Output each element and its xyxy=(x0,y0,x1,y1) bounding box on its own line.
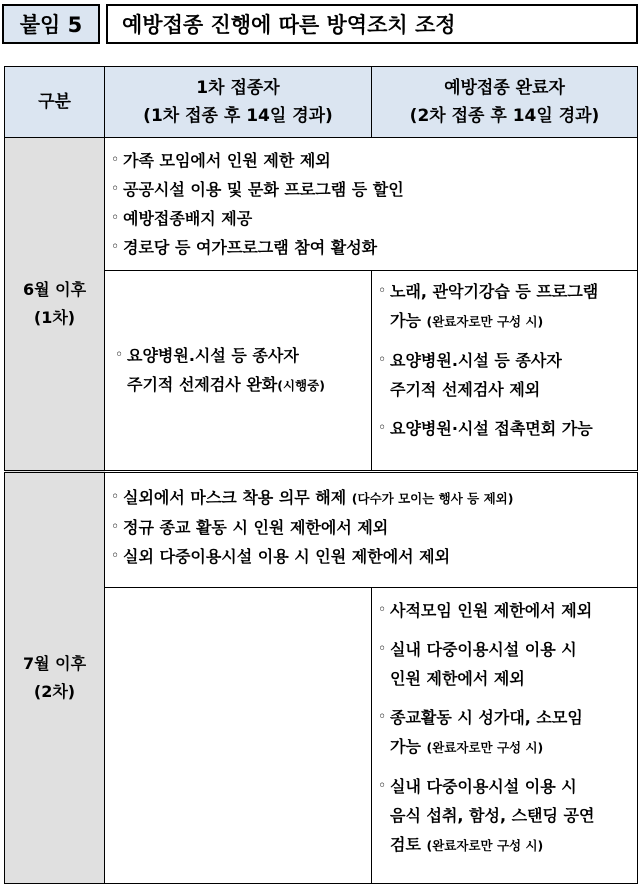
bullet-icon: ◦ xyxy=(111,519,120,535)
document-title: 예방접종 진행에 따른 방역조치 조정 xyxy=(106,4,638,44)
bullet-icon: ◦ xyxy=(111,239,120,255)
measures-table xyxy=(4,66,638,884)
list-item: ◦ 정규 종교 활동 시 인원 제한에서 제외 xyxy=(111,513,629,542)
attachment-badge: 붙임 5 xyxy=(2,4,100,44)
list-item: ◦ 공공시설 이용 및 문화 프로그램 등 할인 xyxy=(111,175,629,204)
list-item: ◦ 실외 다중이용시설 이용 시 인원 제한에서 제외 xyxy=(111,542,629,571)
list-item-cont: 주기적 선제검사 제외 xyxy=(390,380,541,399)
july-first-cell xyxy=(105,588,372,884)
list-item-cont: 인원 제한에서 제외 xyxy=(390,669,525,688)
document-header xyxy=(2,4,638,46)
bullet-icon: ◦ xyxy=(115,347,124,363)
bullet-icon: ◦ xyxy=(378,778,387,794)
bullet-icon: ◦ xyxy=(378,283,387,299)
header-complete-sub: (2차 접종 후 14일 경과) xyxy=(409,106,600,126)
header-first-dose xyxy=(105,67,372,138)
june-complete-cell xyxy=(372,271,638,472)
july-label xyxy=(5,472,105,884)
bullet-icon: ◦ xyxy=(378,641,387,657)
header-first-title: 1차 접종자 xyxy=(196,78,280,98)
list-item: ◦ 사적모임 인원 제한에서 제외 xyxy=(378,596,629,625)
list-item: ◦ 예방접종배지 제공 xyxy=(111,204,629,233)
list-item-cont: 가능 (완료자로만 구성 시) xyxy=(390,737,544,756)
bullet-icon: ◦ xyxy=(111,548,120,564)
bullet-icon: ◦ xyxy=(111,210,120,226)
list-item-cont: 검토 (완료자로만 구성 시) xyxy=(390,835,544,854)
list-item: ◦ 요양병원.시설 등 종사자 xyxy=(115,341,365,370)
bullet-icon: ◦ xyxy=(378,352,387,368)
bullet-icon: ◦ xyxy=(111,181,120,197)
header-complete xyxy=(372,67,638,138)
bullet-icon: ◦ xyxy=(378,420,387,436)
note: (시행중) xyxy=(277,378,325,393)
june-label xyxy=(5,138,105,472)
bullet-icon: ◦ xyxy=(378,602,387,618)
list-item: ◦ 실외에서 마스크 착용 의무 해제 (다수가 모이는 행사 등 제외) xyxy=(111,483,629,513)
june-common-row xyxy=(5,138,638,271)
list-item: ◦ 실내 다중이용시설 이용 시 xyxy=(378,772,629,801)
bullet-icon: ◦ xyxy=(111,152,120,168)
july-common-cell xyxy=(105,472,638,588)
list-item-cont: 가능 (완료자로만 구성 시) xyxy=(390,311,544,330)
june-label-period: 6월 이후 xyxy=(22,280,87,299)
list-item: ◦ 요양병원·시설 접촉면회 가능 xyxy=(378,414,629,443)
note: (완료자로만 구성 시) xyxy=(426,838,544,853)
list-item-cont: 음식 섭취, 함성, 스탠딩 공연 xyxy=(390,806,595,825)
list-item: ◦ 가족 모임에서 인원 제한 제외 xyxy=(111,146,629,175)
header-category: 구분 xyxy=(5,67,105,138)
list-item: ◦ 요양병원.시설 등 종사자 xyxy=(378,346,629,375)
july-complete-cell xyxy=(372,588,638,884)
header-complete-title: 예방접종 완료자 xyxy=(444,78,565,98)
list-item: ◦ 노래, 관악기강습 등 프로그램 xyxy=(378,277,629,306)
june-common-cell xyxy=(105,138,638,271)
list-item: ◦ 경로당 등 여가프로그램 참여 활성화 xyxy=(111,233,629,262)
note: (다수가 모이는 행사 등 제외) xyxy=(351,491,514,506)
header-first-sub: (1차 접종 후 14일 경과) xyxy=(143,106,333,126)
july-common-row xyxy=(5,472,638,588)
july-label-period: 7월 이후 xyxy=(22,654,87,673)
note: (완료자로만 구성 시) xyxy=(426,740,544,755)
list-item: ◦ 종교활동 시 성가대, 소모임 xyxy=(378,703,629,732)
july-label-dose: (2차) xyxy=(33,682,76,701)
table-header-row xyxy=(5,67,638,138)
june-first-cell xyxy=(105,271,372,472)
note: (완료자로만 구성 시) xyxy=(426,314,544,329)
list-item: ◦ 실내 다중이용시설 이용 시 xyxy=(378,635,629,664)
bullet-icon: ◦ xyxy=(111,489,120,505)
bullet-icon: ◦ xyxy=(378,709,387,725)
june-label-dose: (1차) xyxy=(33,308,76,327)
list-item-cont: 주기적 선제검사 완화(시행중) xyxy=(127,375,325,394)
